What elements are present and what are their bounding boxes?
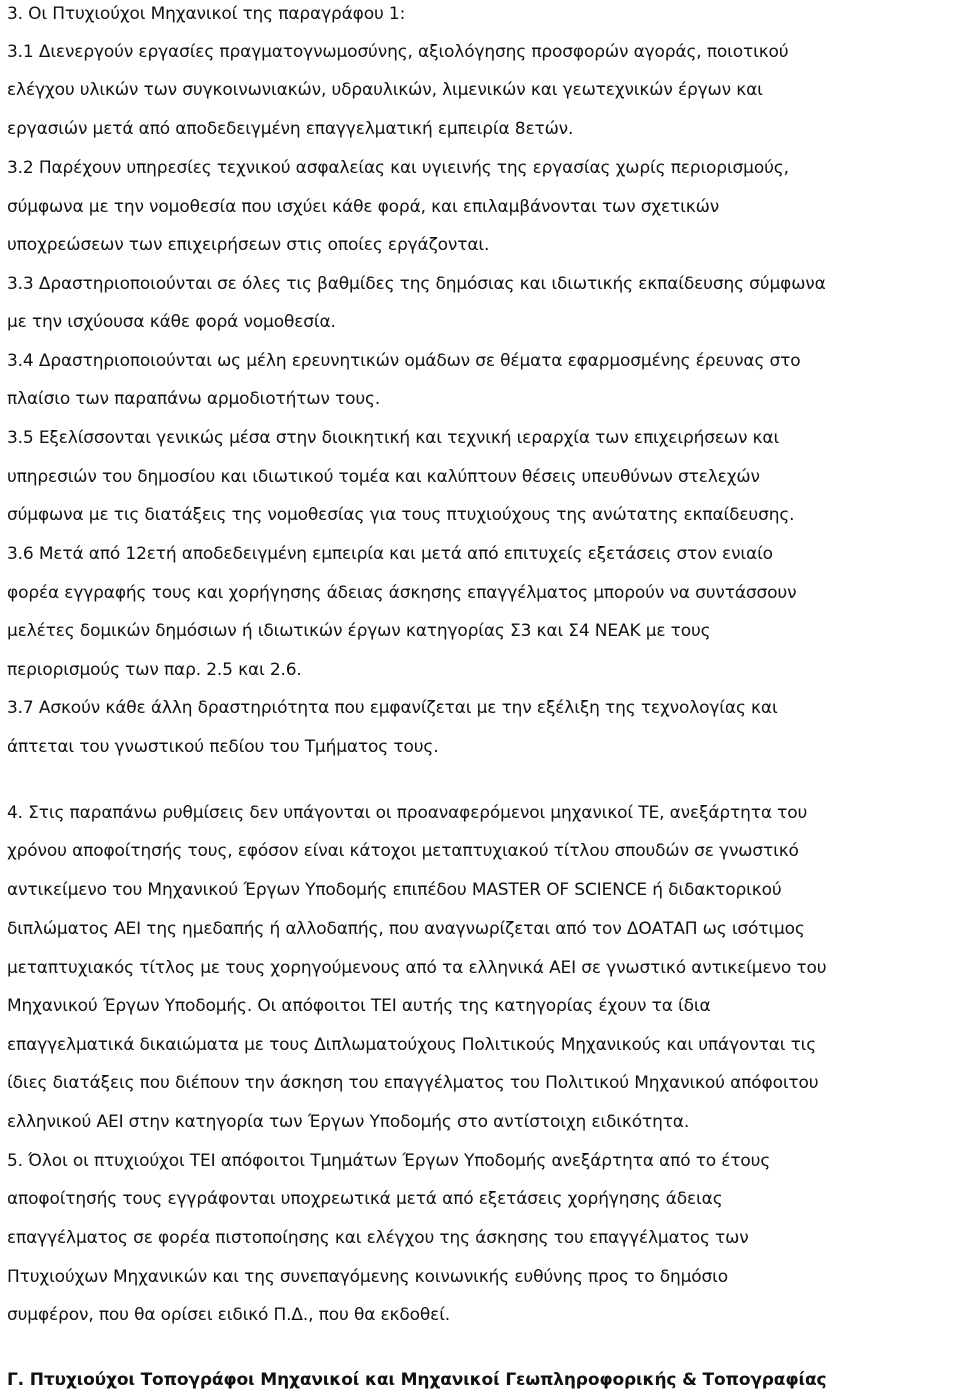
paragraph-4-line: επαγγελματικά δικαιώματα με τους Διπλωματούχους Πολιτικούς Μηχανικούς και υπάγονται τις <box>7 1035 817 1055</box>
paragraph-4-line: 4. Στις παραπάνω ρυθμίσεις δεν υπάγονται οι προαναφερόμενοι μηχανικοί ΤΕ, ανεξάρτητα του <box>7 803 808 823</box>
paragraph-3-2-line: υποχρεώσεων των επιχειρήσεων στις οποίες εργάζονται. <box>7 235 490 255</box>
paragraph-5-line: επαγγέλματος σε φορέα πιστοποίησης και ελέγχου της άσκησης του επαγγέλματος των <box>7 1228 749 1248</box>
paragraph-3-3-line: 3.3 Δραστηριοποιούνται σε όλες τις βαθμίδες της δημόσιας και ιδιωτικής εκπαίδευσης σύμφωνα <box>7 274 826 294</box>
paragraph-3-6-line: μελέτες δομικών δημόσιων ή ιδιωτικών έργων κατηγορίας Σ3 και Σ4 ΝΕΑΚ με τους <box>7 621 711 641</box>
paragraph-3-6-line: 3.6 Μετά από 12ετή αποδεδειγμένη εμπειρία και μετά από επιτυχείς εξετάσεις στον ενιαίο <box>7 544 773 564</box>
paragraph-3-1-line: εργασιών μετά από αποδεδειγμένη επαγγελματική εμπειρία 8ετών. <box>7 119 574 139</box>
paragraph-4-line: ελληνικού ΑΕΙ στην κατηγορία των Έργων Υποδομής στο αντίστοιχη ειδικότητα. <box>7 1112 690 1132</box>
paragraph-4-line: ίδιες διατάξεις που διέπουν την άσκηση του επαγγέλματος του Πολιτικού Μηχανικού απόφοιτου <box>7 1073 819 1093</box>
paragraph-3-7-line: άπτεται του γνωστικού πεδίου του Τμήματος τους. <box>7 737 439 757</box>
section-3-heading: 3. Οι Πτυχιούχοι Μηχανικοί της παραγράφου 1: <box>7 4 406 24</box>
paragraph-3-2-line: 3.2 Παρέχουν υπηρεσίες τεχνικού ασφαλείας και υγιεινής της εργασίας χωρίς περιορισμούς, <box>7 158 789 178</box>
paragraph-3-6-line: φορέα εγγραφής τους και χορήγησης άδειας άσκησης επαγγέλματος μπορούν να συντάσσουν <box>7 583 797 603</box>
paragraph-4-line: αντικείμενο του Μηχανικού Έργων Υποδομής επιπέδου MASTER OF SCIENCE ή διδακτορικού <box>7 880 782 900</box>
paragraph-3-4-line: 3.4 Δραστηριοποιούνται ως μέλη ερευνητικών ομάδων σε θέματα εφαρμοσμένης έρευνας στο <box>7 351 801 371</box>
paragraph-3-3-line: με την ισχύουσα κάθε φορά νομοθεσία. <box>7 312 336 332</box>
paragraph-4-line: διπλώματος ΑΕΙ της ημεδαπής ή αλλοδαπής, που αναγνωρίζεται από τον ΔΟΑΤΑΠ ως ισότιμος <box>7 919 805 939</box>
paragraph-3-1-line: ελέγχου υλικών των συγκοινωνιακών, υδραυλικών, λιμενικών και γεωτεχνικών έργων και <box>7 80 763 100</box>
paragraph-4-line: μεταπτυχιακός τίτλος με τους χορηγούμενους από τα ελληνικά ΑΕΙ σε γνωστικό αντικείμενο του <box>7 958 827 978</box>
paragraph-5-line: αποφοίτησής τους εγγράφονται υποχρεωτικά μετά από εξετάσεις χορήγησης άδειας <box>7 1189 723 1209</box>
paragraph-3-1-line: 3.1 Διενεργούν εργασίες πραγματογνωμοσύνης, αξιολόγησης προσφορών αγοράς, ποιοτικού <box>7 42 789 62</box>
paragraph-3-5-line: 3.5 Εξελίσσονται γενικώς μέσα στην διοικητική και τεχνική ιεραρχία των επιχειρήσεων και <box>7 428 780 448</box>
paragraph-3-4-line: πλαίσιο των παραπάνω αρμοδιοτήτων τους. <box>7 389 381 409</box>
paragraph-3-5-line: υπηρεσιών του δημοσίου και ιδιωτικού τομέα και καλύπτουν θέσεις υπευθύνων στελεχών <box>7 467 760 487</box>
paragraph-3-2-line: σύμφωνα με την νομοθεσία που ισχύει κάθε φορά, και επιλαμβάνονται των σχετικών <box>7 197 720 217</box>
paragraph-5-line: 5. Όλοι οι πτυχιούχοι ΤΕΙ απόφοιτοι Τμημάτων Έργων Υποδομής ανεξάρτητα από το έτους <box>7 1151 771 1171</box>
paragraph-3-6-line: περιορισμούς των παρ. 2.5 και 2.6. <box>7 660 302 680</box>
paragraph-5-line: συμφέρον, που θα ορίσει ειδικό Π.Δ., που θα εκδοθεί. <box>7 1305 451 1325</box>
paragraph-5-line: Πτυχιούχων Μηχανικών και της συνεπαγόμενης κοινωνικής ευθύνης προς το δημόσιο <box>7 1267 728 1287</box>
section-g-heading: Γ. Πτυχιούχοι Τοπογράφοι Μηχανικοί και Μηχανικοί Γεωπληροφορικής & Τοπογραφίας <box>7 1370 827 1390</box>
paragraph-3-5-line: σύμφωνα με τις διατάξεις της νομοθεσίας για τους πτυχιούχους της ανώτατης εκπαίδευσης. <box>7 505 795 525</box>
paragraph-4-line: Μηχανικού Έργων Υποδομής. Οι απόφοιτοι ΤΕΙ αυτής της κατηγορίας έχουν τα ίδια <box>7 996 711 1016</box>
paragraph-4-line: χρόνου αποφοίτησής τους, εφόσον είναι κάτοχοι μεταπτυχιακού τίτλου σπουδών σε γνωστικό <box>7 841 799 861</box>
paragraph-3-7-line: 3.7 Ασκούν κάθε άλλη δραστηριότητα που εμφανίζεται με την εξέλιξη της τεχνολογίας και <box>7 698 778 718</box>
